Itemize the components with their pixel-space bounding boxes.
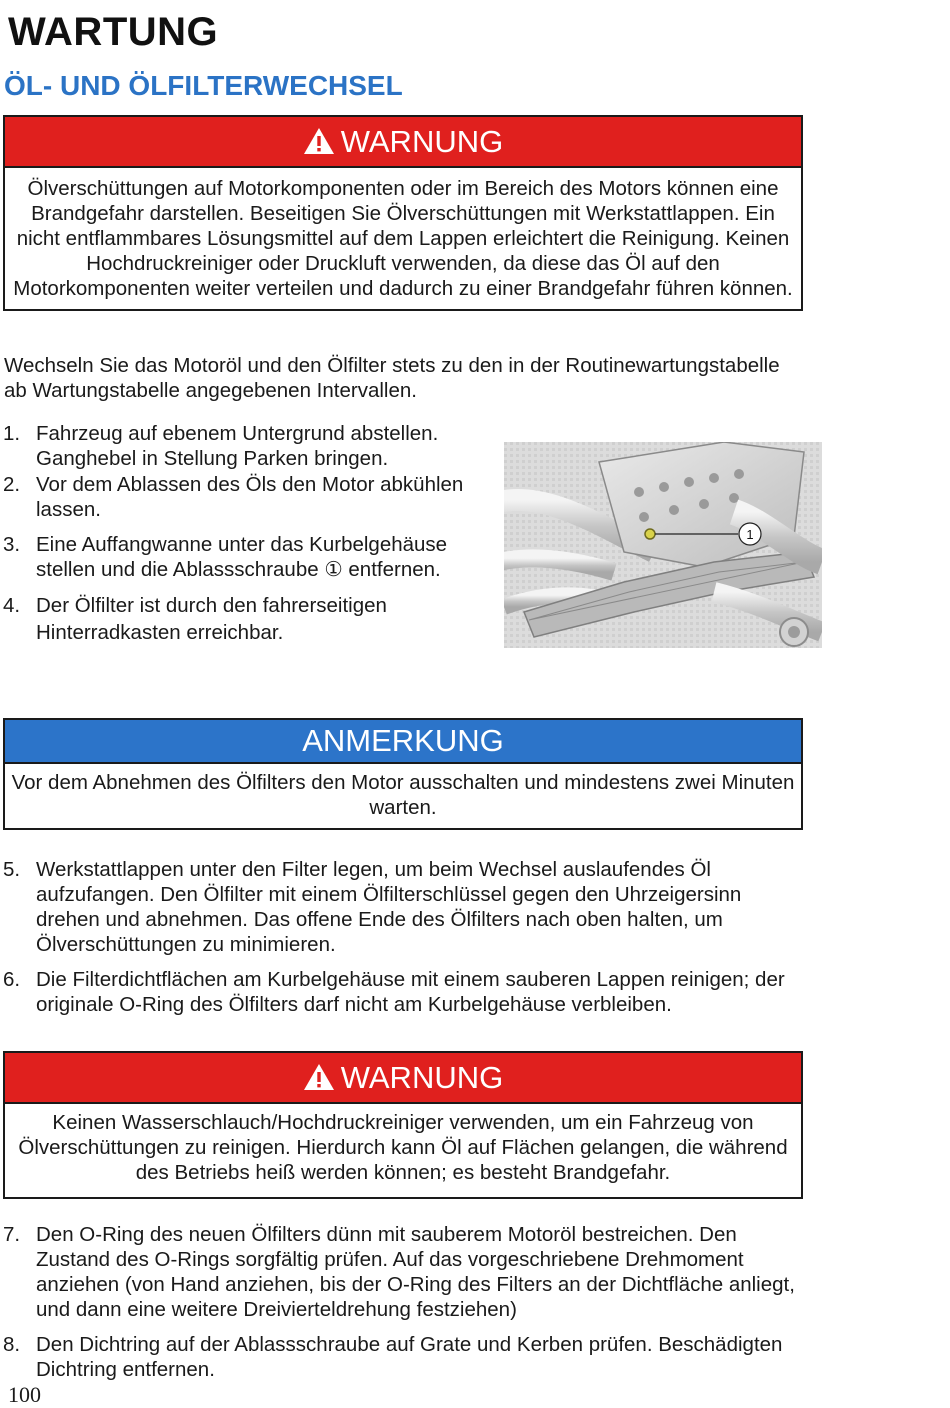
warning-header xyxy=(5,117,801,168)
warning-text: Keinen Wasserschlauch/Hochdruckreiniger verwenden, um ein Fahrzeug von Ölverschüttungen zu reinigen. Hierdurch kann Öl auf Flächen gelangen, die während des Betriebs heiß werden können; es besteht Brandgefahr. xyxy=(18,1111,788,1184)
callout-number: 1 xyxy=(746,527,754,542)
warning-box-fire-hazard xyxy=(3,115,803,311)
steps-list-c xyxy=(0,1222,810,1382)
warning-title: WARNUNG xyxy=(340,1060,504,1095)
warning-title: WARNUNG xyxy=(340,124,504,159)
note-header: ANMERKUNG xyxy=(5,720,801,764)
warning-text: Ölverschüttungen auf Motorkomponenten oder im Bereich des Motors können eine Brandgefahr darstellen. Beseitigen Sie Ölverschüttungen mit Werkstattlappen. Ein nicht entflammbares Lösungsmittel auf dem Lappen erleichtert die Reinigung. Keinen Hochdruckreiniger oder Druckluft verwenden, da diese das Öl auf den Motorkomponenten weiter verteilen und dadurch zu einer Brandgefahr führen können. xyxy=(13,177,793,300)
list-item: 3. Eine Auffangwanne unter das Kurbelgehäuse stellen und die Ablassschraube ① entfernen. xyxy=(3,533,448,581)
note-text: Vor dem Abnehmen des Ölfilters den Motor ausschalten und mindestens zwei Minuten warten. xyxy=(11,771,795,819)
section-title: WARTUNG xyxy=(8,10,219,54)
list-item: 5. Werkstattlappen unter den Filter legen, um beim Wechsel auslaufendes Öl aufzufangen. Den Ölfilter mit einem Ölfilterschlüssel gegen den Uhrzeigersinn drehen und abnehmen. Das offene Ende des Ölfilters nach oben halten, um Ölverschüttungen zu minimieren. xyxy=(3,858,742,956)
warning-triangle-icon xyxy=(303,1056,335,1105)
warning-header xyxy=(5,1053,801,1104)
steps-list-a xyxy=(0,421,490,646)
list-item: 1. Fahrzeug auf ebenem Untergrund abstellen. Ganghebel in Stellung Parken bringen. xyxy=(3,422,439,470)
note-box xyxy=(3,718,803,830)
list-item: 4. Der Ölfilter ist durch den fahrerseitigen Hinterradkasten erreichbar. xyxy=(3,594,387,644)
list-item: 7. Den O-Ring des neuen Ölfilters dünn mit sauberem Motoröl bestreichen. Den Zustand des O-Rings sorgfältig prüfen. Auf das vorgeschriebene Drehmoment anziehen (von Hand anziehen, bis der O-Ring des Filters an der Dichtfläche anliegt, und dann eine weitere Dreivierteldrehung festziehen) xyxy=(3,1223,795,1321)
oil-drain-plug-illustration xyxy=(504,442,822,648)
page-number: 100 xyxy=(8,1382,41,1407)
intro-paragraph: Wechseln Sie das Motoröl und den Ölfilter stets zu den in der Routinewartungstabelle ab Wartungstabelle angegebenen Intervallen. xyxy=(4,354,780,402)
subsection-title: ÖL- UND ÖLFILTERWECHSEL xyxy=(4,70,403,101)
warning-triangle-icon xyxy=(303,120,335,169)
warning-box-pressure-washer xyxy=(3,1051,803,1199)
steps-list-b xyxy=(0,857,800,1017)
list-item: 8. Den Dichtring auf der Ablassschraube auf Grate und Kerben prüfen. Beschädigten Dichtring entfernen. xyxy=(3,1333,783,1381)
list-item: 2. Vor dem Ablassen des Öls den Motor abkühlen lassen. xyxy=(3,473,464,521)
list-item: 6. Die Filterdichtflächen am Kurbelgehäuse mit einem sauberen Lappen reinigen; der originale O-Ring des Ölfilters darf nicht am Kurbelgehäuse verbleiben. xyxy=(3,968,785,1016)
